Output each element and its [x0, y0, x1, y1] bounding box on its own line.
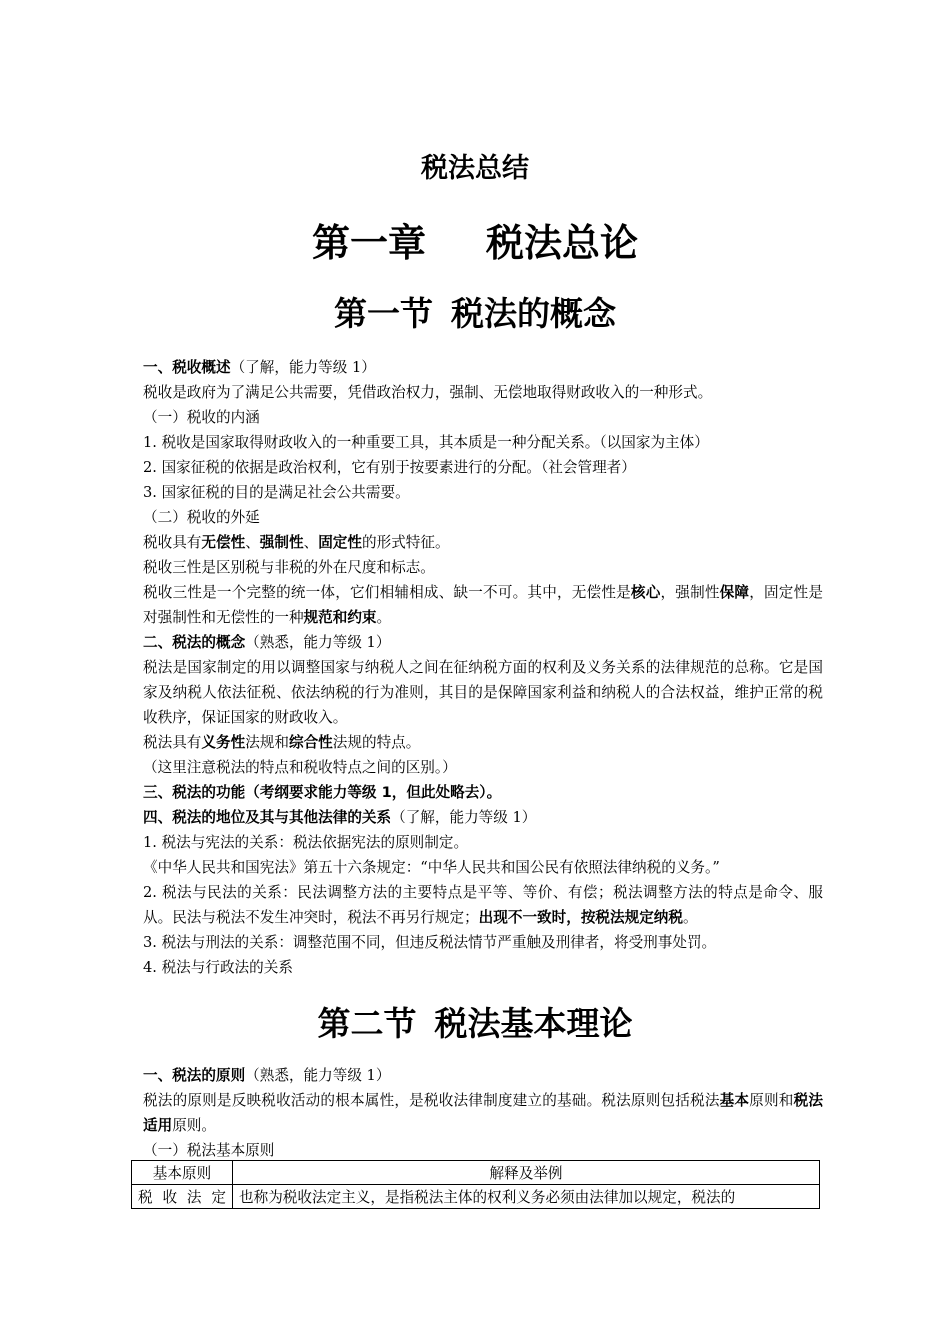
heading-tax-overview: 一、税收概述（了解，能力等级 1）	[143, 359, 376, 376]
sub-heading: （一）税收的内涵	[143, 409, 260, 426]
section-2-title: 税法基本理论	[434, 1004, 633, 1043]
section-2-body	[143, 1063, 823, 1163]
table-row	[132, 1185, 820, 1209]
list-item: 2. 国家征税的依据是政治权利，它有别于按要素进行的分配。（社会管理者）	[143, 459, 636, 476]
sub-heading: （二）税收的外延	[143, 509, 260, 526]
text-line: 税收具有无偿性、强制性、固定性的形式特征。	[143, 534, 450, 551]
table-header-row	[132, 1161, 820, 1185]
text-line: 税法具有义务性法规和综合性法规的特点。	[143, 734, 421, 751]
section-1-heading	[0, 288, 950, 335]
sub-heading: （一）税法基本原则	[143, 1142, 275, 1159]
list-item: 3. 税法与刑法的关系：调整范围不同，但违反税法情节严重触及刑律者，将受刑事处罚。	[143, 934, 717, 951]
document-title: 税法总结	[421, 153, 529, 184]
section-2-number: 第二节	[317, 1004, 417, 1043]
section-2-heading	[0, 998, 950, 1045]
list-item: 3. 国家征税的目的是满足社会公共需要。	[143, 484, 410, 501]
paragraph-three-features: 税收三性是一个完整的统一体，它们相辅相成、缺一不可。其中，无偿性是核心，强制性保障，固定性是对强制性和无偿性的一种规范和约束。	[143, 584, 823, 626]
text-line: 税收三性是区别税与非税的外在尺度和标志。	[143, 559, 435, 576]
list-item: 4. 税法与行政法的关系	[143, 959, 293, 976]
heading-tax-law-function: 三、税法的功能（考纲要求能力等级 1，但此处略去）。	[143, 784, 502, 801]
paragraph-tax-law-definition: 税法是国家制定的用以调整国家与纳税人之间在征纳税方面的权利及义务关系的法律规范的总称。它是国家及纳税人依法征税、依法纳税的行为准则，其目的是保障国家利益和纳税人的合法权益，维护正常的税收秩序，保证国家的财政收入。	[143, 659, 823, 726]
table-cell: 也称为税收法定主义，是指税法主体的权利义务必须由法律加以规定，税法的	[233, 1185, 820, 1209]
section-1-body	[143, 355, 823, 980]
chapter-title: 税法总论	[486, 220, 639, 265]
text-line: （这里注意税法的特点和税收特点之间的区别。）	[143, 759, 457, 776]
table-header-cell: 基本原则	[132, 1161, 233, 1185]
text-line: 《中华人民共和国宪法》第五十六条规定：“中华人民共和国公民有依照法律纳税的义务。”	[143, 859, 720, 876]
list-item: 2. 税法与民法的关系：民法调整方法的主要特点是平等、等价、有偿；税法调整方法的特点是命令、服从。民法与税法不发生冲突时，税法不再另行规定；出现不一致时，按税法规定纳税。	[143, 884, 823, 926]
chapter-heading	[0, 212, 950, 267]
heading-tax-law-concept: 二、税法的概念（熟悉，能力等级 1）	[143, 634, 391, 651]
chapter-number: 第一章	[311, 220, 426, 265]
principles-table	[131, 1160, 820, 1209]
table-header-cell: 解释及举例	[233, 1161, 820, 1185]
list-item: 1. 税收是国家取得财政收入的一种重要工具，其本质是一种分配关系。（以国家为主体）	[143, 434, 709, 451]
section-1-number: 第一节	[334, 294, 433, 333]
list-item: 1. 税法与宪法的关系：税法依据宪法的原则制定。	[143, 834, 469, 851]
heading-tax-law-status: 四、税法的地位及其与其他法律的关系（了解，能力等级 1）	[143, 809, 537, 826]
table-cell: 税 收 法 定	[132, 1185, 233, 1209]
heading-tax-law-principles: 一、税法的原则（熟悉，能力等级 1）	[143, 1067, 391, 1084]
text-line: 税收是政府为了满足公共需要，凭借政治权力，强制、无偿地取得财政收入的一种形式。	[143, 384, 713, 401]
section-1-title: 税法的概念	[451, 294, 616, 333]
paragraph-principles: 税法的原则是反映税收活动的根本属性，是税收法律制度建立的基础。税法原则包括税法基本原则和税法适用原则。	[143, 1092, 823, 1134]
